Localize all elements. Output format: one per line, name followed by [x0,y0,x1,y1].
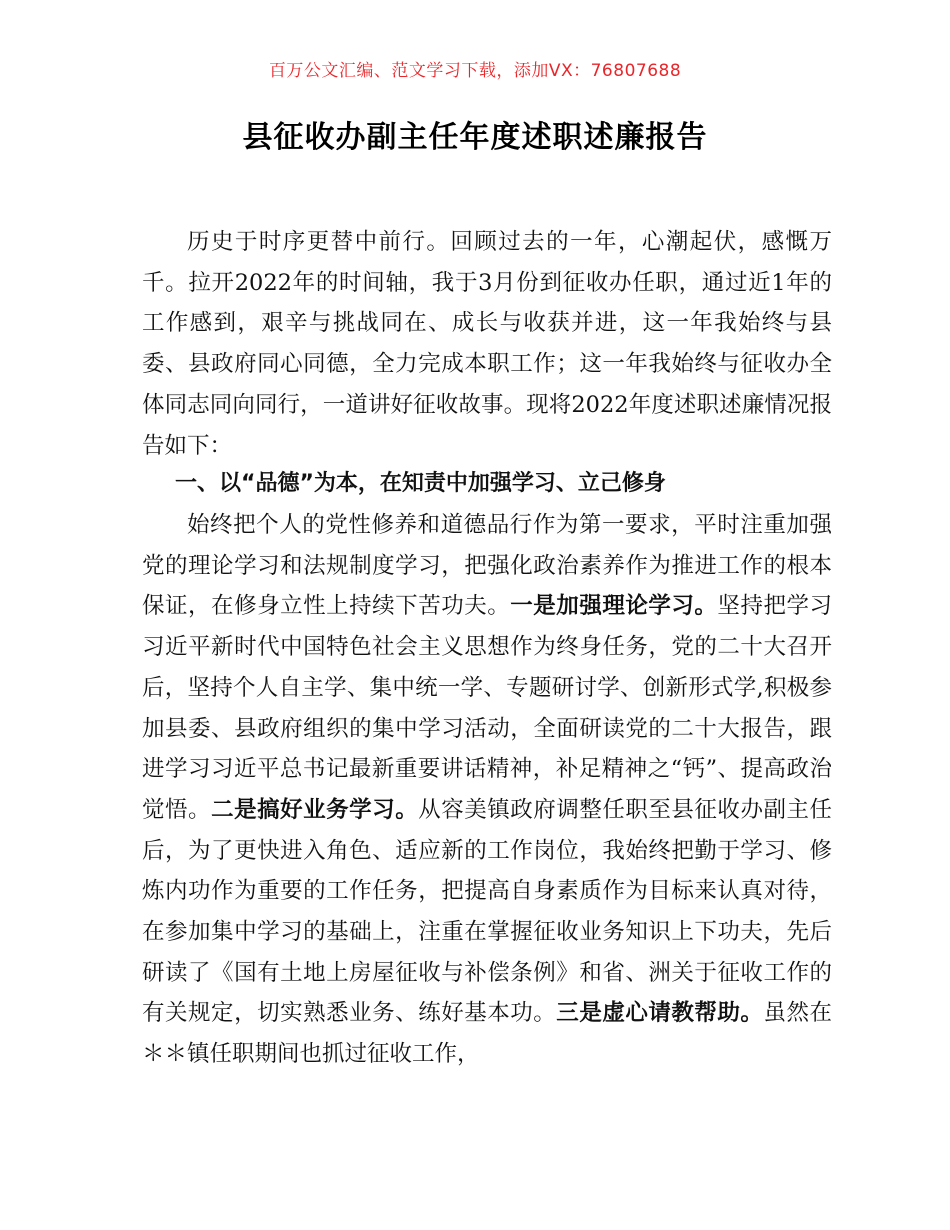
section-1-text-2: 坚持把学习习近平新时代中国特色社会主义思想作为终身任务，党的二十大召开后，坚持个人自主学、集中统一学、专题研讨学、创新形式学,积极参加县委、县政府组织的集中学习活动，全面研读党的二十大报告，跟进学习习近平总书记最新重要讲话精神，补足精神之“钙”、提高政治觉悟。 [142,593,832,823]
keypoint-1: 一是加强理论学习。 [510,593,718,620]
document-title: 县征收办副主任年度述职述廉报告 [242,120,708,155]
keypoint-3: 三是虚心请教帮助。 [556,1000,764,1027]
section-1-body [142,505,832,1075]
section-1-paragraph [142,505,832,1075]
keypoint-2: 二是搞好业务学习。 [211,796,419,823]
section-1-heading: 一、以“品德”为本，在知责中加强学习、立己修身 [175,471,666,496]
section-1-text-3: 从容美镇政府调整任职至县征收办副主任后，为了更快进入角色、适应新的工作岗位，我始终把勤于学习、修炼内功作为重要的工作任务，把提高自身素质作为目标来认真对待，在参加集中学习的基础上，注重在掌握征收业务知识上下功夫，先后研读了《国有土地上房屋征收与补偿条例》和省、洲关于征收工作的有关规定，切实熟悉业务、练好基本功。 [142,796,832,1027]
header-watermark-note: 百万公文汇编、范文学习下载，添加VX：76807688 [268,61,682,81]
section-1-text-1: 始终把个人的党性修养和道德品行作为第一要求，平时注重加强党的理论学习和法规制度学习，把强化政治素养作为推进工作的根本保证，在修身立性上持续下苦功夫。 [142,512,832,620]
section-1-text-4: 虽然在＊＊镇任职期间也抓过征收工作， [142,1000,832,1068]
intro-paragraph-block [142,222,832,466]
intro-paragraph: 历史于时序更替中前行。回顾过去的一年，心潮起伏，感慨万千。拉开2022年的时间轴，我于3月份到征收办任职，通过近1年的工作感到，艰辛与挑战同在、成长与收获并进，这一年我始终与县委、县政府同心同德，全力完成本职工作；这一年我始终与征收办全体同志同向同行，一道讲好征收故事。现将2022年度述职述廉情况报告如下： [142,229,832,459]
